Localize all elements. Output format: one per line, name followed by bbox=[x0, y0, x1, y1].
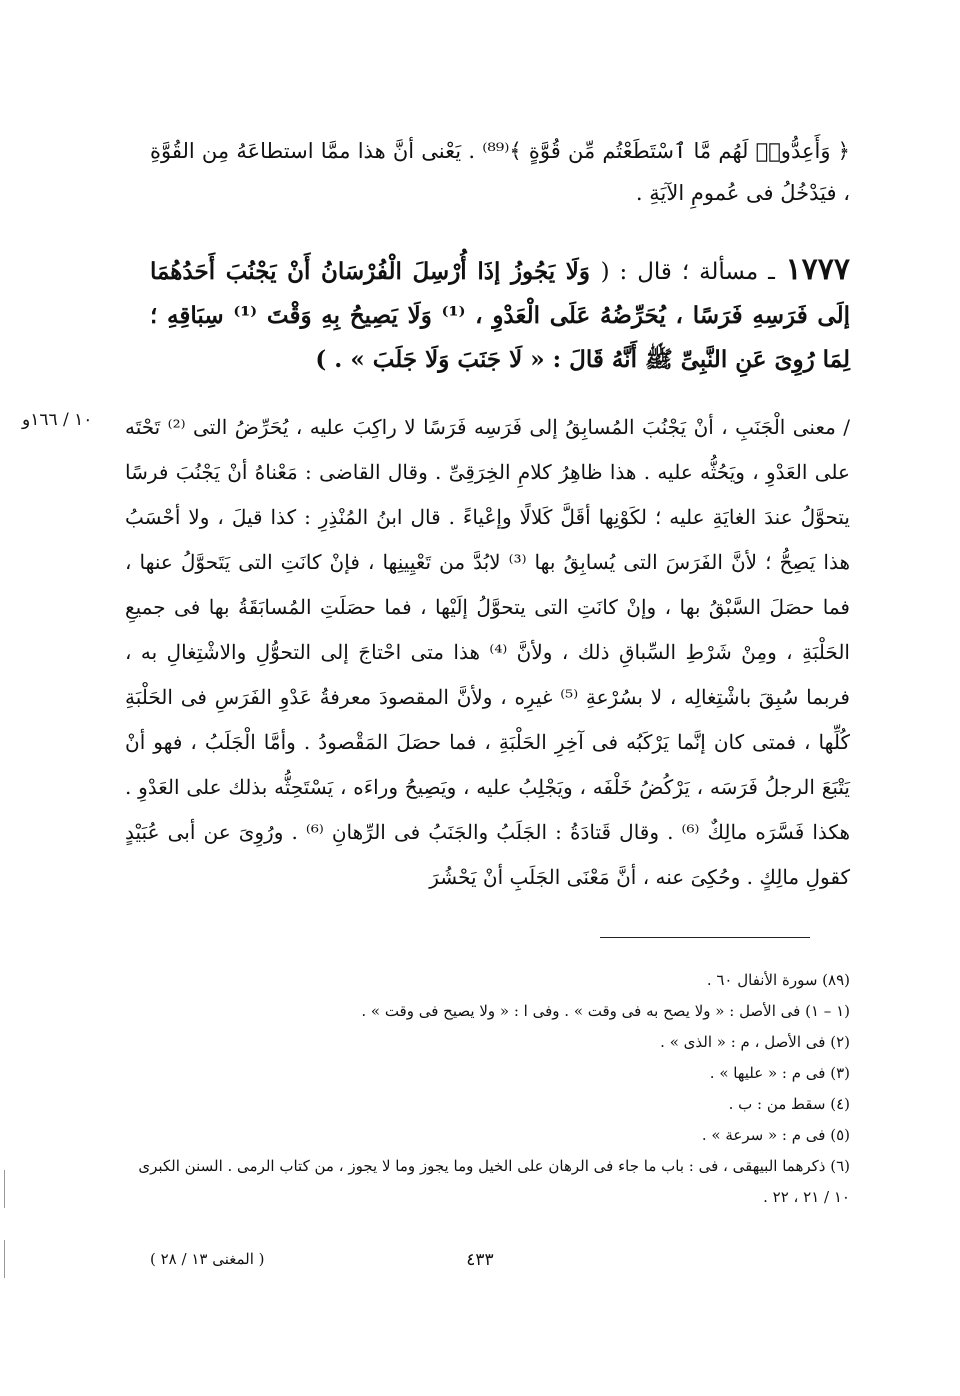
scan-edge-mark bbox=[4, 1240, 5, 1278]
volume-reference: ( المغنى ١٣ / ٢٨ ) bbox=[150, 1250, 265, 1268]
footnote: (٢) فى الأصل ، م : « الذى » . bbox=[660, 1033, 850, 1051]
intro-paragraph bbox=[150, 130, 850, 214]
commentary-text: / معنى الْجَنَبِ ، أنْ يَجْنُبَ المُسابِقُ إلى فَرَسِه فَرَسًا لا راكِبَ عليه ، يُحَرِّضُ التى ⁽²⁾ تَحْتَه على العَدْوِ ، ويَحُثُّه عليه . هذا ظاهِرُ كلامِ الخِرَقِىِّ . وقال القاضى : مَعْناهُ أنْ يَجْنُبَ فرسًا يتحوَّلُ عندَ الغايَةِ عليه ؛ لكَوْنِها أقَلَّ كَلالًا وإعْياءً . قال ابنُ المُنْذِرِ : كذا قيلَ ، ولا أحْسَبُ هذا يَصِحُّ ؛ لأنَّ الفَرَسَ التى يُسابِقُ بها ⁽³⁾ لابُدَّ من تَعْيِينِها ، فإنْ كانَتِ التى يَتَحوَّلُ عنها ، فما حصَلَ السَّبْقُ بها ، وإنْ كانَتِ التى يتحوَّلُ إلَيْها ، فما حصَلَتِ المُسابَقَةُ بها فى جميعِ الحَلْبَةِ ، ومِنْ شَرْطِ السِّباقِ ذلك ، ولأنَّ ⁽⁴⁾ هذا متى احْتاجَ إلى التحوُّلِ والاشْتِغالِ به ، فربما سُبِقَ باشْتِغالِه ، لا بسُرْعةِ ⁽⁵⁾ غيرِه ، ولأنَّ المقصودَ معرفةُ عَدْوِ الفَرَسِ فى الحَلْبَةِ كُلِّها ، فمتى كان إنَّما يَرْكَبُه فى آخِرِ الحَلْبَةِ ، فما حصَلَ المَقْصودُ . وأمَّا الْجَلَبُ ، فهو أنْ يَتْبَعَ الرجلُ فَرَسَه ، يَرْكُضُ خَلْفَه ، ويَجْلِبُ عليه ، ويَصِيحُ وراءَه ، يَسْتَحِثُّه بذلك على العَدْوِ . هكذا فَسَّرَه مالِكٌ ⁽⁶⁾ . وقال قَتادَةُ : الجَلَبُ والجَنَبُ فى الرِّهانِ ⁽⁶⁾ . ورُوِىَ عن أبى عُبَيْدٍ كقولِ مالِكٍ . وحُكِىَ عنه ، أنَّ مَعْنَى الجَلَبِ أنْ يَحْشُرَ bbox=[125, 415, 851, 889]
page-number: ٤٣٣ bbox=[466, 1250, 494, 1270]
scan-edge-mark bbox=[4, 1170, 5, 1208]
masala-number: ١٧٧٧ bbox=[785, 252, 850, 287]
footnotes bbox=[140, 965, 850, 1213]
masala-paragraph bbox=[150, 248, 850, 382]
footnote: (١ – ١) فى الأصل : « ولا يصح به فى وقت » . وفى ا : « ولا يصيح فى وقت » . bbox=[361, 1002, 850, 1020]
commentary-paragraph bbox=[125, 405, 850, 900]
manuscript-folio-ref: ١٠ / ١٦٦و bbox=[22, 410, 93, 430]
footnote: (٦) ذكرهما البيهقى ، فى : باب ما جاء فى الرهان على الخيل وما يجوز وما لا يجوز ، من كتاب الرمى . السنن الكبرى bbox=[138, 1157, 850, 1175]
footnote-continuation: ١٠ / ٢١ ، ٢٢ . bbox=[763, 1188, 850, 1206]
masala-lead: ـ مسألة ؛ قال : ( bbox=[600, 259, 775, 285]
footnote: (٣) فى م : « عليها » . bbox=[709, 1064, 850, 1082]
intro-text: ﴿ وَأَعِدُّوا۟ لَهُم مَّا ٱسْتَطَعْتُم مِّن قُوَّةٍ ﴾⁽⁸⁹⁾ . يَعْنى أنَّ هذا ممَّا استطاعَهُ مِن القُوَّةِ ، فيَدْخُلُ فى عُمومِ الآيَةِ . bbox=[150, 139, 850, 205]
footnote-divider bbox=[600, 937, 810, 938]
masala-text: وَلَا يَجُوزُ إذَا أُرْسِلَ الْفُرْسَانُ أَنْ يَجْنُبَ أَحَدُهُمَا إلَى فَرَسِهِ فَرَسًا ، يُحَرِّضُهُ عَلَى الْعَدْوِ ، ⁽¹⁾ وَلَا يَصِيحُ بِهِ وَقْتَ ⁽¹⁾ سِبَاقِهِ ؛ لِمَا رُوِىَ عَنِ النَّبِىِّ ﷺ أَنَّهُ قَالَ : « لَا جَنَبَ وَلَا جَلَبَ » . ) bbox=[150, 258, 851, 373]
footnote: (٤) سقط من : ب . bbox=[728, 1095, 850, 1113]
footnote: (٥) فى م : « سرعة » . bbox=[701, 1126, 850, 1144]
footnote: (٨٩) سورة الأنفال ٦٠ . bbox=[706, 971, 850, 989]
